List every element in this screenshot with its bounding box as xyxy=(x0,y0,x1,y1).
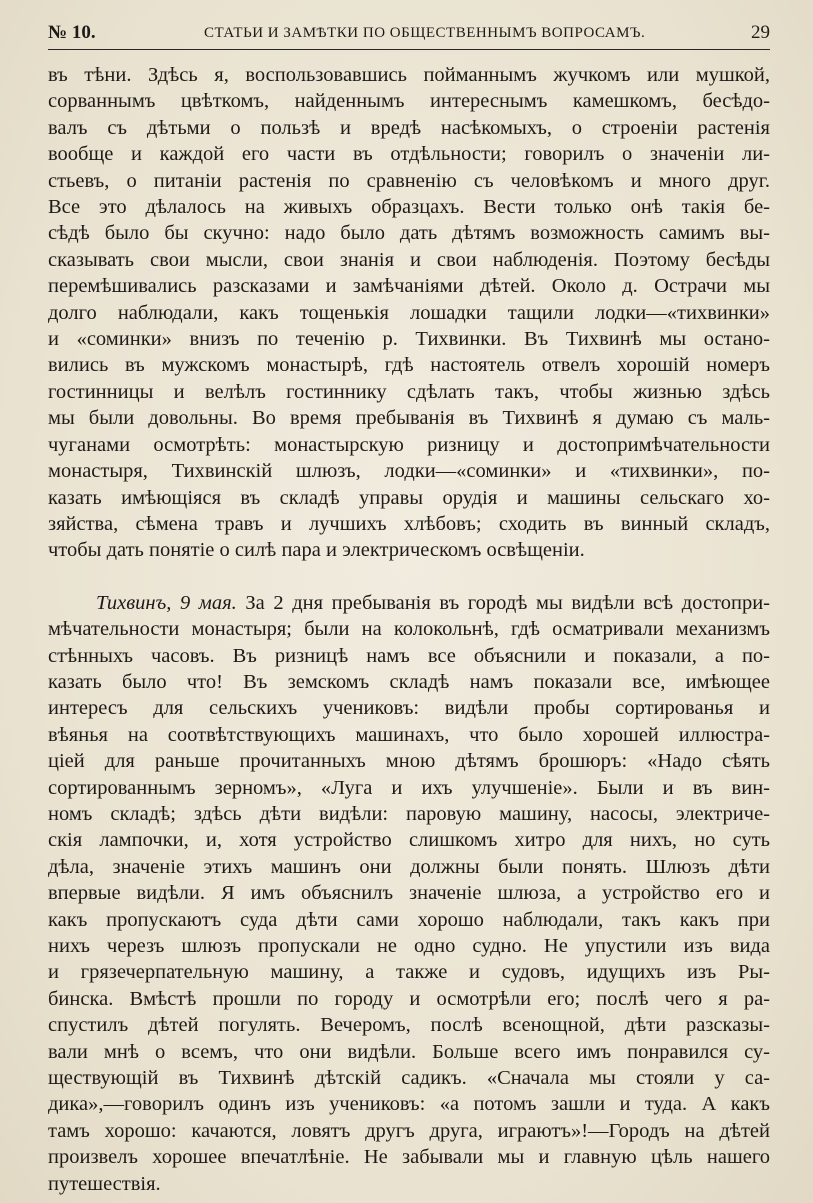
text-line: мы были довольны. Во время пребыванія въ Тихвинѣ я думаю съ маль- xyxy=(48,407,770,430)
running-header xyxy=(48,20,770,50)
text-line: мѣчательности монастыря; были на колокольнѣ, гдѣ осматривали механизмъ xyxy=(48,618,770,641)
text-line: произвелъ хорошее впечатлѣніе. Не забывали мы и главную цѣль нашего xyxy=(48,1146,770,1169)
text-line: стѣнныхъ часовъ. Въ ризницѣ намъ все объяснили и показали, а по- xyxy=(48,644,770,667)
first-line-text: За 2 дня пребыванія въ городѣ мы видѣли всѣ достопри- xyxy=(245,591,770,614)
issue-number: № 10. xyxy=(48,22,96,43)
text-line: сортированнымъ зерномъ», «Луга и ихъ улучшеніе». Были и въ вин- xyxy=(48,776,770,799)
text-line: валъ съ дѣтьми о пользѣ и вредѣ насѣкомыхъ, о строеніи растенія xyxy=(48,116,770,139)
text-line: стьевъ, о питаніи растенія по сравненію съ человѣкомъ и много друг. xyxy=(48,169,770,192)
text-line: номъ складѣ; здѣсь дѣти видѣли: паровую машину, насосы, электриче- xyxy=(48,802,770,825)
text-line: монастыря, Тихвинскій шлюзъ, лодки—«соминки» и «тихвинки», по- xyxy=(48,460,770,483)
text-line: вѣянья на соотвѣтствующихъ машинахъ, что было хорошей иллюстра- xyxy=(48,723,770,746)
paragraph-gap xyxy=(48,564,770,590)
text-line: казать имѣющіяся въ складѣ управы орудія и машины сельскаго хо- xyxy=(48,486,770,509)
paragraph-2-first-line xyxy=(48,590,770,616)
paragraph-2 xyxy=(48,590,770,1197)
text-line: нихъ черезъ шлюзъ пропускали не одно судно. Не упустили изъ вида xyxy=(48,935,770,957)
text-line: чтобы дать понятіе о силѣ пара и электрическомъ освѣщеніи. xyxy=(48,539,585,562)
paragraph-1 xyxy=(48,62,770,564)
text-line: въ тѣни. Здѣсь я, воспользовавшись пойманнымъ жучкомъ или мушкой, xyxy=(48,64,770,86)
text-line: интересъ для сельскихъ учениковъ: видѣли пробы сортированья и xyxy=(48,697,770,720)
text-line: скія лампочки, и, хотя устройство слишкомъ хитро для нихъ, но суть xyxy=(48,829,770,852)
header-rule xyxy=(48,49,770,50)
text-line: спустилъ дѣтей погулять. Вечеромъ, послѣ всенощной, дѣти разсказы- xyxy=(48,1014,770,1037)
text-line: зяйства, сѣмена травъ и лучшихъ хлѣбовъ; сходить въ винный складъ, xyxy=(48,512,770,535)
text-line: дѣла, значеніе этихъ машинъ они должны были понять. Шлюзъ дѣти xyxy=(48,855,770,878)
text-line: Все это дѣлалось на живыхъ образцахъ. Вести только онѣ такія бе- xyxy=(48,196,770,219)
text-line: чуганами осмотрѣть: монастырскую ризницу и достопримѣчательности xyxy=(48,433,770,456)
text-line: долго наблюдали, какъ тощенькія лошадки тащили лодки—«тихвинки» xyxy=(48,301,770,324)
text-line: впервые видѣли. Я имъ объяснилъ значеніе шлюза, а устройство его и xyxy=(48,882,770,905)
text-line: и грязечерпательную машину, а также и судовъ, идущихъ изъ Ры- xyxy=(48,961,770,984)
text-line: вообще и каждой его части въ отдѣльности; говорилъ о значеніи ли- xyxy=(48,143,770,166)
body-text xyxy=(48,62,770,1197)
text-line: ціей для раньше прочитанныхъ мною дѣтямъ брошюръ: «Надо сѣять xyxy=(48,750,770,773)
text-line: вали мнѣ о всемъ, что они видѣли. Больше всего имъ понравился су- xyxy=(48,1040,770,1063)
text-line: казать было что! Въ земскомъ складѣ намъ показали все, имѣющее xyxy=(48,670,770,693)
text-line: и «соминки» внизъ по теченію р. Тихвинки. Въ Тихвинѣ мы остано- xyxy=(48,328,770,351)
place-date: Тихвинъ, 9 мая. xyxy=(96,591,237,614)
page-number: 29 xyxy=(751,22,770,43)
text-line: гостинницы и велѣлъ гостиннику сдѣлать такъ, чтобы жизнью здѣсь xyxy=(48,380,770,403)
text-line: какъ пропускаютъ суда дѣти сами хорошо наблюдали, такъ какъ при xyxy=(48,908,770,931)
text-line: сорваннымъ цвѣткомъ, найденнымъ интереснымъ камешкомъ, бесѣдо- xyxy=(48,90,770,113)
text-line: сказывать свои мысли, свои знанія и свои наблюденія. Поэтому бесѣды xyxy=(48,248,770,271)
text-line: тамъ хорошо: качаются, ловятъ другъ друга, играютъ»!—Городъ на дѣтей xyxy=(48,1119,770,1142)
text-line: путешествія. xyxy=(48,1172,161,1195)
text-line: бинска. Вмѣстѣ прошли по городу и осмотрѣли его; послѣ чего я ра- xyxy=(48,987,770,1010)
text-line: дика»,—говорилъ одинъ изъ учениковъ: «а потомъ зашли и туда. А какъ xyxy=(48,1093,770,1116)
text-line: перемѣшивались разсказами и замѣчаніями дѣтей. Около д. Острачи мы xyxy=(48,275,770,298)
text-line: сѣдѣ было бы скучно: надо было дать дѣтямъ возможность самимъ вы- xyxy=(48,222,770,245)
section-title: СТАТЬИ И ЗАМѢТКИ ПО ОБЩЕСТВЕННЫМЪ ВОПРОСАМЪ. xyxy=(204,25,646,41)
text-line: вились въ мужскомъ монастырѣ, гдѣ настоятель отвелъ хорошій номеръ xyxy=(48,354,770,377)
text-line: ществующій въ Тихвинѣ дѣтскій садикъ. «Сначала мы стояли у са- xyxy=(48,1067,770,1090)
